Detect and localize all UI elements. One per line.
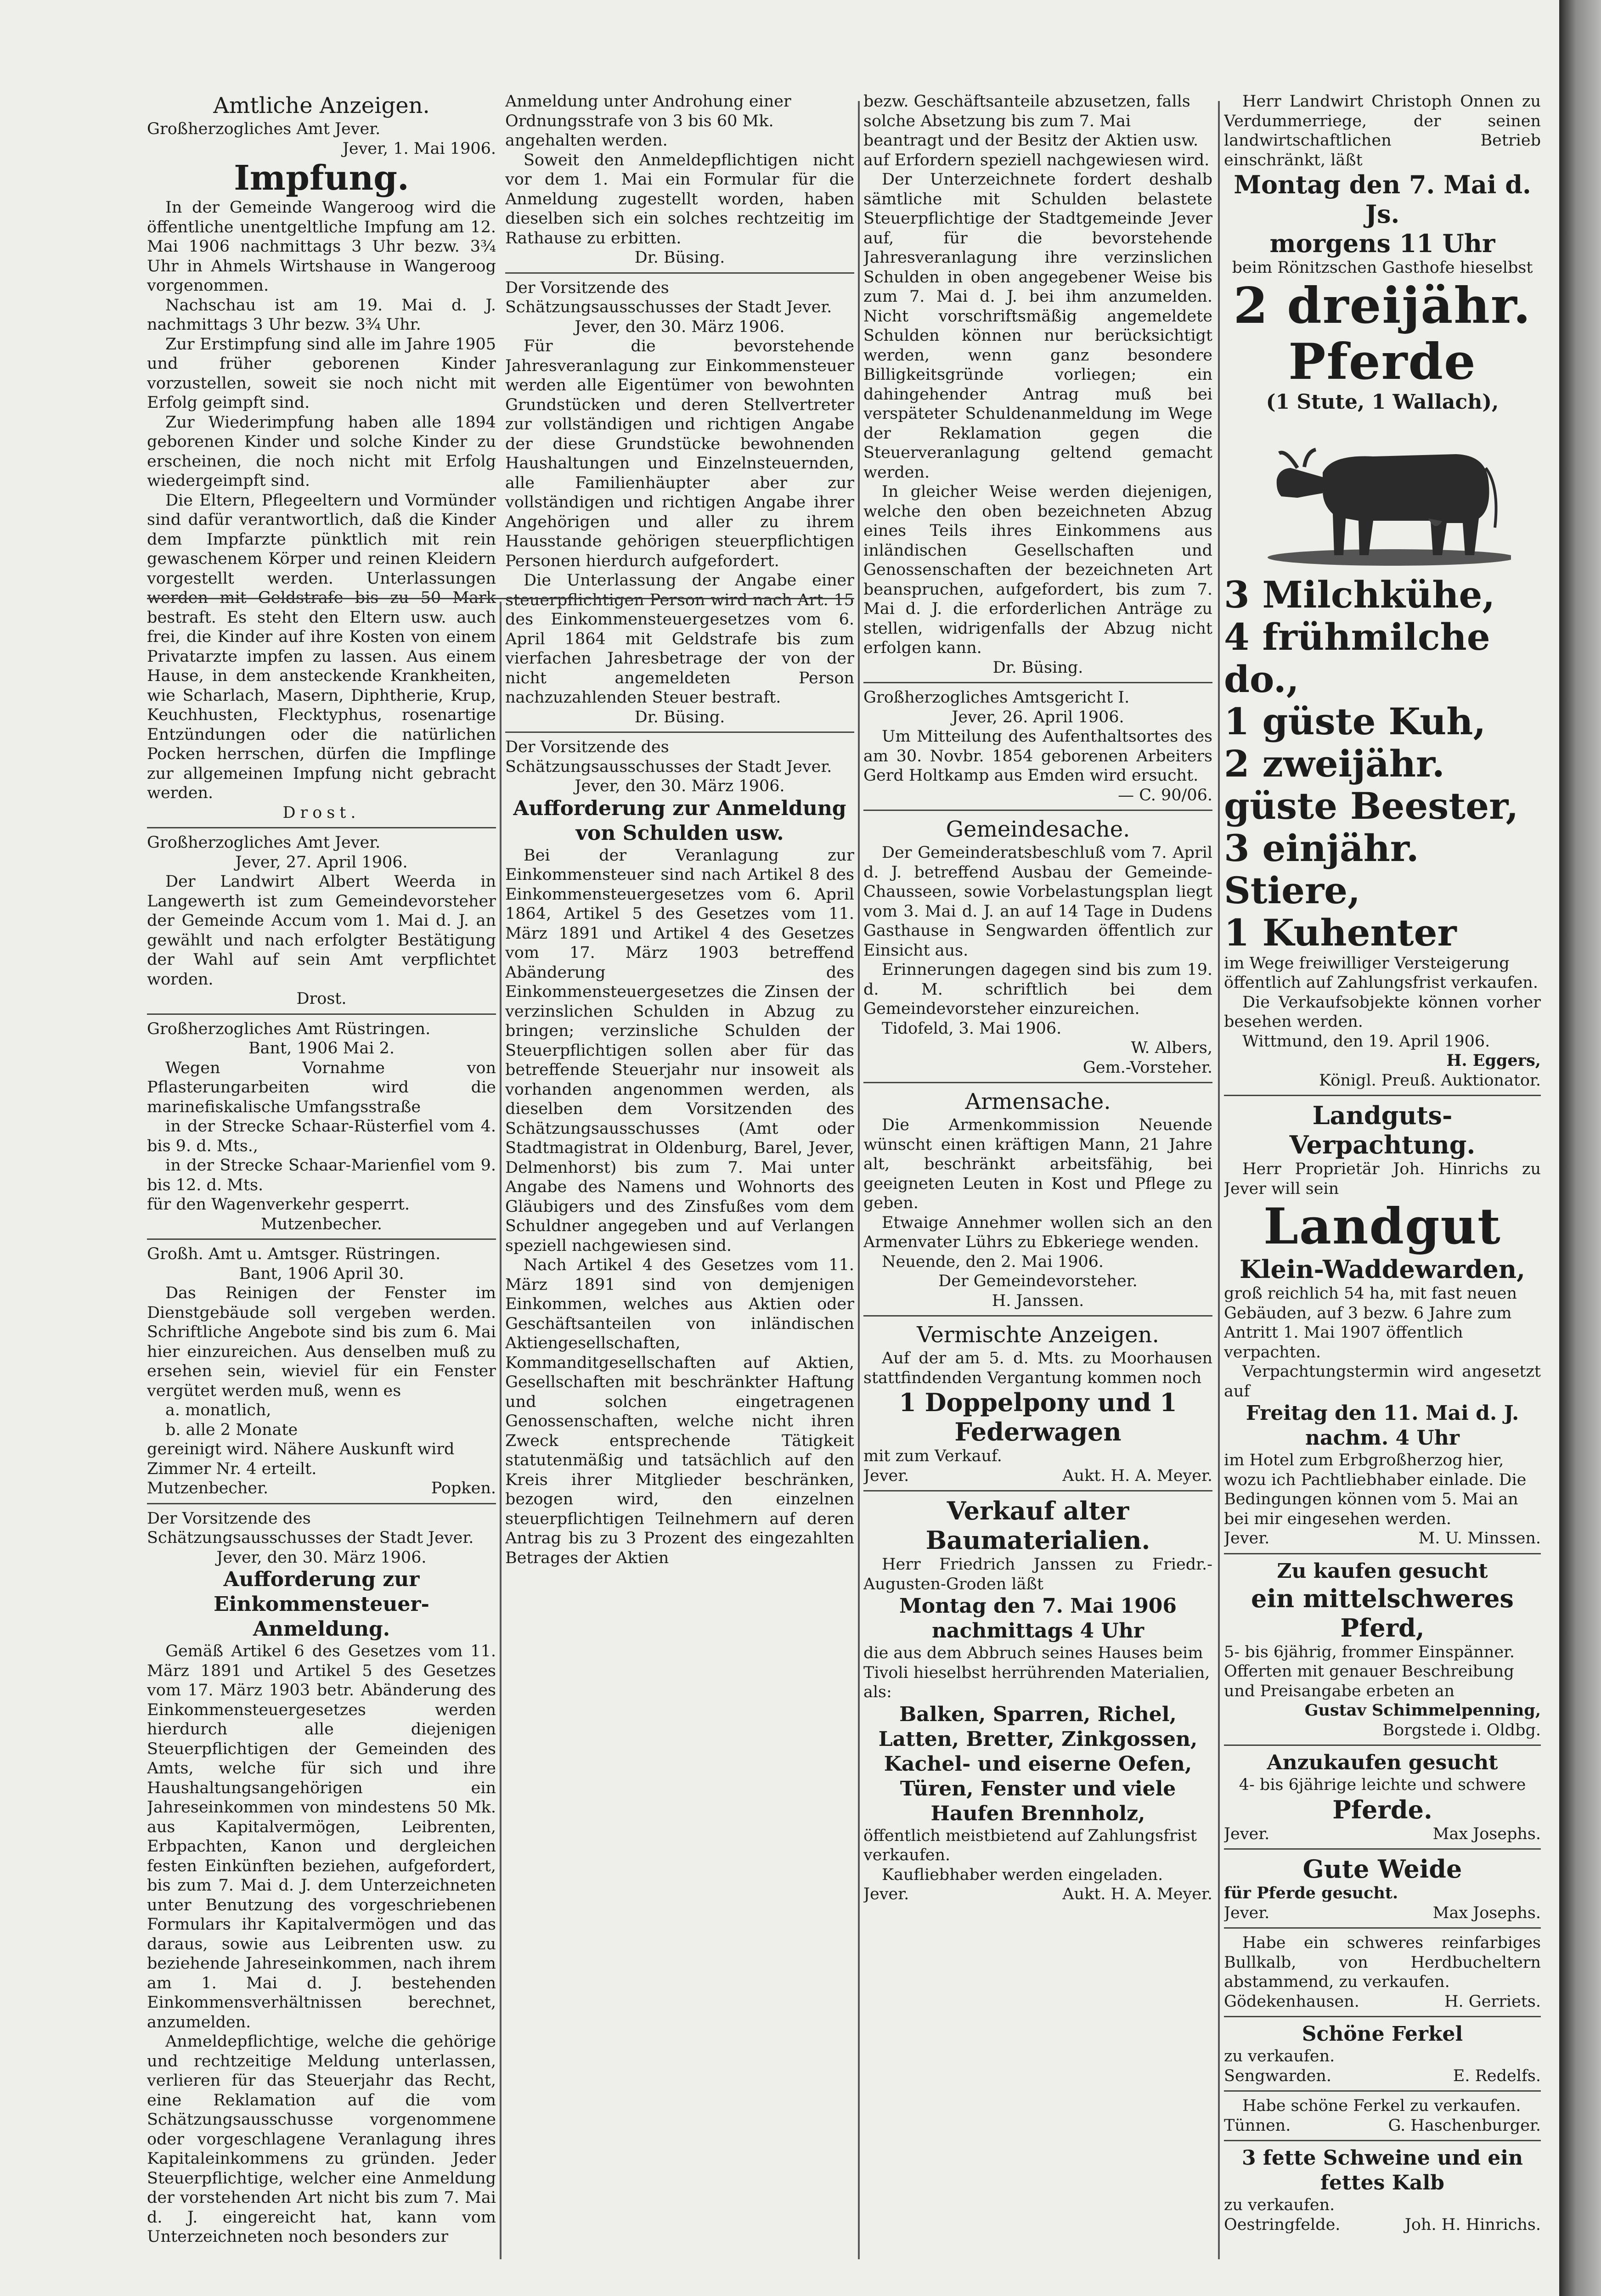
text-paragraph: in der Strecke Schaar-Rüsterfiel vom 4. bis 9. d. Mts., [147,1117,496,1155]
ad-headline: Impfung. [234,158,409,198]
section-divider [863,810,1212,811]
signature-line [1224,2066,1541,2086]
text-paragraph: Großherzogliches Amt Rüstringen. [147,1019,431,1038]
ad-headline: Klein-Waddewarden, [1240,1255,1525,1284]
text-paragraph: Borgstede i. Oldbg. [1382,1721,1541,1739]
signature-line [1224,1824,1541,1844]
column-rule-3 [1218,101,1220,2259]
ad-headline: 1 güste Kuh, [1224,699,1486,743]
text-paragraph: Herr Landwirt Christoph Onnen zu Verdummerriege, der seinen landwirtschaftlichen Betrieb einschränkt, läßt [1224,92,1541,169]
ad-headline: Landguts-Verpachtung. [1289,1101,1476,1159]
text-paragraph: zu verkaufen. [1224,2196,1335,2214]
signatory-name: Aukt. H. A. Meyer. [1062,1885,1212,1903]
text-paragraph: Der Vorsitzende des Schätzungsausschusses der Stadt Jever. [147,1509,474,1547]
text-paragraph: Jever, 26. April 1906. [952,708,1124,726]
section-divider [1224,2140,1541,2141]
text-paragraph: groß reichlich 54 ha, mit fast neuen Gebäuden, auf 3 bezw. 6 Jahre zum Antritt 1. Mai 1907 öffentlich verpachten. [1224,1284,1517,1362]
text-paragraph: Bant, 1906 Mai 2. [248,1039,395,1058]
ad-headline: morgens 11 Uhr [1269,229,1495,258]
text-paragraph: Tidofeld, 3. Mai 1906. [882,1019,1062,1038]
text-paragraph: Etwaige Annehmer wollen sich an den Armenvater Lührs zu Ebkeriege wenden. [863,1213,1212,1251]
section-heading: Amtliche Anzeigen. [213,93,430,118]
text-paragraph: Kaufliebhaber werden eingeladen. [882,1865,1163,1884]
text-paragraph: Um Mitteilung des Aufenthaltsortes des am 30. Novbr. 1854 geborenen Arbeiters Gerd Holtkamp aus Emden wird ersucht. [863,727,1212,785]
text-paragraph: Nach Artikel 4 des Gesetzes vom 11. März 1891 sind von demjenigen Einkommen, welches aus Aktien oder Geschäftsanteilen von inländischen Aktiengesellschaften, Kommanditgesellschaften auf Aktien, Gesellschaften mit beschränkter Haftung und solchen eingetragenen Genossenschaften, welche nicht ihren Zweck entsprechende Tätigkeit statutenmäßig und tatsächlich auf den Kreis ihrer Mitglieder beschränken, bezogen wird, den einzelnen steuerpflichtigen Teilnehmern auf deren Antrag bis zu 3 Prozent des eingezahlten Betrages der Aktien [505,1256,854,1567]
signature-line [1224,2116,1541,2136]
ad-headline: Pferde. [1332,1795,1432,1824]
text-paragraph: Jever, den 30. März 1906. [216,1548,427,1567]
signature-line [1224,1903,1541,1923]
ad-headline: 4 frühmilche do., [1224,615,1490,701]
column-4 [1224,92,1541,2268]
ad-headline: Verkauf alter Baumaterialien. [925,1496,1150,1555]
text-paragraph: Herr Proprietär Joh. Hinrichs zu Jever will sein [1224,1160,1541,1198]
text-paragraph: Die Armenkommission Neuende wünscht einen kräftigen Mann, 21 Jahre alt, beschränkt arbeitsfähig, bei geeigneten Leuten in Kost und Pflege zu geben. [863,1116,1212,1212]
ad-headline: 2 dreijähr. Pferde [1233,276,1532,391]
text-paragraph: Herr Friedrich Janssen zu Friedr.-Augusten-Groden läßt [863,1555,1212,1593]
section-divider [1224,2090,1541,2092]
section-divider [147,1503,496,1504]
ad-headline: 3 Milchkühe, [1224,573,1495,616]
text-paragraph: öffentlich meistbietend auf Zahlungsfrist verkaufen. [863,1826,1197,1864]
text-paragraph: Habe ein schweres reinfarbiges Bullkalb, von Herdbucheltern abstammend, zu verkaufen. [1224,1934,1541,1991]
text-paragraph: Der Gemeinderatsbeschluß vom 7. April d. J. betreffend Ausbau der Gemeinde-Chausseen, sowie Vorbelastungsplan liegt vom 3. Mai d. J. an auf 14 Tage in Dudens Gasthause in Sengwarden öffentlich zur Einsicht aus. [863,844,1212,960]
text-paragraph: a. monatlich, [165,1401,271,1419]
section-heading: Vermischte Anzeigen. [917,1322,1159,1348]
signatory-name: Popken. [431,1479,496,1497]
signatory-name: Aukt. H. A. Meyer. [1062,1466,1212,1485]
text-paragraph: die aus dem Abbruch seines Hauses beim Tivoli hieselbst herrührenden Materialien, als: [863,1644,1210,1701]
ad-headline: Aufforderung zur Anmeldung von Schulden usw. [513,796,846,845]
text-paragraph: — C. 90/06. [1118,786,1212,805]
text-paragraph: Der Vorsitzende des Schätzungsausschusses der Stadt Jever. [505,738,832,776]
section-divider [147,1238,496,1240]
section-divider [505,732,854,733]
place-name: Jever. [1224,1529,1270,1548]
ad-headline: Freitag den 11. Mai d. J. nachm. 4 Uhr [1246,1401,1519,1450]
section-divider [1224,1745,1541,1746]
text-paragraph: Gem.-Vorsteher. [1082,1058,1212,1077]
column-1 [147,92,496,2268]
ad-headline: Montag den 7. Mai d. Js. [1234,170,1531,229]
signatory-name: H. Gerriets. [1444,1992,1541,2011]
text-paragraph: In gleicher Weise werden diejenigen, welche den oben bezeichneten Abzug eines Teils ihres Einkommens aus inländischen Gesellschaften und Genossenschaften der bezeichneten Art beanspruchen, aufgefordert, bis zum 7. Mai d. J. die erforderlichen Anträge zu stellen, widrigenfalls der Abzug nicht erfolgen kann. [863,483,1212,657]
text-paragraph: Die Verkaufsobjekte können vorher besehen werden. [1224,993,1541,1031]
text-paragraph: Die Unterlassung der Angabe einer steuerpflichtigen Person wird nach Art. 15 des Einkommensteuergesetzes vom 6. April 1864 mit Geldstrafe bis zum vierfachen Jahresbetrage der von der nicht angemeldeten Person nachzuzahlenden Steuer bestraft. [505,571,854,707]
text-paragraph: Nachschau ist am 19. Mai d. J. nachmittags 3 Uhr bezw. 3¾ Uhr. [147,296,496,334]
section-divider [863,682,1212,683]
wide-rule [147,598,854,599]
ad-headline: Balken, Sparren, Richel, Latten, Bretter, Zinkgossen, Kachel- und eiserne Oefen, Türen, Fenster und viele Haufen Brennholz, [878,1702,1198,1825]
place-name: Mutzenbecher. [147,1479,269,1497]
text-paragraph: Das Reinigen der Fenster im Dienstgebäude soll vergeben werden. Schriftliche Angebote sind bis zum 6. Mai hier einzureichen. Aus denselben muß zu ersehen sein, wieviel für ein Fenster vergütet werden muß, wenn es [147,1284,496,1400]
text-paragraph: Anmeldung unter Androhung einer Ordnungsstrafe von 3 bis 60 Mk. angehalten werden. [505,92,791,150]
text-paragraph: Der Unterzeichnete fordert deshalb sämtliche mit Schulden belastete Steuerpflichtige der Stadtgemeinde Jever auf, für die bevorstehende Jahresveranlagung ihre verzinslichen Schulden in oben angegebener Weise bis zum 7. Mai d. J. bei ihm anzumelden. Nicht vorschriftsmäßig angemeldete Schulden können nur berücksichtigt werden, wenn ganz besondere Billigkeitsgründe vorliegen; ein dahingehender Antrag muß bei verspäteter Schuldenanmeldung im Wege der Reklamation gegen die Steuerveranlagung geltend gemacht werden. [863,170,1212,482]
section-heading: Armensache. [965,1089,1111,1114]
ad-headline: Montag den 7. Mai 1906 nachmittags 4 Uhr [899,1594,1177,1643]
signatory-name: Max Josephs. [1432,1824,1541,1843]
text-paragraph: für Pferde gesucht. [1224,1884,1398,1902]
text-paragraph: Die Eltern, Pflegeeltern und Vormünder sind dafür verantwortlich, daß die Kinder dem Impfarzte pünktlich mit rein gewaschenem Körper und reinen Kleidern vorgestellt werden. Unterlassungen werden mit Geldstrafe bis zu 50 Mark bestraft. Es steht den Eltern usw. auch frei, die Kinder auf ihre Kosten von einem Privatarzte impfen zu lassen. Aus einem Hause, in dem ansteckende Krankheiten, wie Scharlach, Masern, Diphtherie, Krup, Keuchhusten, Flecktyphus, rosenartige Entzündungen oder die natürlichen Pocken herrschen, dürfen die Impflinge zur allgemeinen Impfung nicht gebracht werden. [147,491,496,802]
place-name: Oestringfelde. [1224,2215,1341,2234]
text-paragraph: gereinigt wird. Nähere Auskunft wird Zimmer Nr. 4 erteilt. [147,1440,455,1478]
text-paragraph: Jever, 1. Mai 1906. [342,139,496,158]
section-divider [863,1315,1212,1317]
text-paragraph: Drost. [296,990,347,1008]
text-paragraph: Für die bevorstehende Jahresveranlagung zur Einkommensteuer werden alle Eigentümer von bewohnten Grundstücken und deren Stellvertreter zur vollständigen und richtigen Angabe der diese Grundstücke bewohnenden Haushaltungen und Einzelnsteuernden, alle Familienhäupter aber zur vollständigen und richtigen Angabe ihrer Angehörigen und aller zu ihrem Hausstande gehörigen steuerpflichtigen Personen hierdurch aufgefordert. [505,337,854,570]
text-paragraph: Wegen Vornahme von Pflasterungarbeiten wird die marinefiskalische Umfangsstraße [147,1058,496,1116]
signature-line [1224,1992,1541,2012]
text-paragraph: für den Wagenverkehr gesperrt. [147,1195,410,1214]
text-paragraph: bezw. Geschäftsanteile abzusetzen, falls solche Absetzung bis zum 7. Mai beantragt und der Besitz der Aktien usw. auf Erfordern speziell nachgewiesen wird. [863,92,1210,169]
signatory-name: Joh. H. Hinrichs. [1404,2215,1541,2234]
column-3 [863,92,1212,2268]
text-paragraph: W. Albers, [1131,1039,1212,1057]
ad-headline: Zu kaufen gesucht [1277,1559,1488,1583]
text-paragraph: Bei der Veranlagung zur Einkommensteuer sind nach Artikel 8 des Einkommensteuergesetzes vom 6. April 1864, Artikel 5 des Gesetzes vom 11. März 1891 und Artikel 4 des Gesetzes vom 17. März 1903 betreffend Abänderung des Einkommensteuergesetzes die Zinsen der verzinslichen Schulden in Abzug zu bringen; verzinsliche Schulden der Steuerpflichtigen sollen aber für das betreffende Steuerjahr nur insoweit als vorhanden angenommen werden, als dieselben dem Vorsitzenden des Schätzungsausschusses (Amt oder Stadtmagistrat in Oldenburg, Barel, Jever, Delmenhorst) bis zum 7. Mai unter Angabe des Namens und Wohnorts des Gläubigers und des Zinsfußes vom dem Schuldner angegeben und auf Verlangen speziell nachgewiesen sind. [505,846,854,1255]
text-paragraph: Großherzogliches Amt Jever. [147,833,381,852]
section-divider [1224,1095,1541,1096]
place-name: Jever. [1224,1903,1270,1922]
text-paragraph: Habe schöne Ferkel zu verkaufen. [1242,2097,1521,2115]
signature-line [147,1479,496,1498]
text-paragraph: Wittmund, den 19. April 1906. [1242,1032,1490,1051]
signatory-name: Max Josephs. [1432,1903,1541,1922]
ad-headline: 1 Kuhenter [1224,911,1457,954]
place-name: Jever. [1224,1824,1270,1843]
section-heading: Gemeindesache. [946,816,1130,842]
section-divider [1224,1927,1541,1929]
text-paragraph: Der Vorsitzende des Schätzungsausschusses der Stadt Jever. [505,278,832,316]
text-paragraph: Dr. Büsing. [634,708,725,726]
signatory-name: G. Haschenburger. [1388,2116,1541,2135]
place-name: Jever. [863,1885,909,1903]
text-paragraph: Jever, den 30. März 1906. [575,317,785,336]
text-paragraph: zu verkaufen. [1224,2047,1335,2065]
section-divider [1224,2016,1541,2017]
place-name: Sengwarden. [1224,2066,1331,2085]
ad-headline: Gute Weide [1302,1854,1462,1884]
section-divider [505,272,854,274]
text-paragraph: Großherzogliches Amt Jever. [147,120,381,138]
section-divider [147,1013,496,1015]
section-divider [1224,1848,1541,1850]
signatory-name: E. Redelfs. [1453,2066,1541,2085]
text-paragraph: Mutzenbecher. [260,1215,383,1233]
ad-headline: Anzukaufen gesucht [1267,1751,1498,1774]
text-paragraph: Jever, 27. April 1906. [235,853,408,872]
page-edge-shadow [1559,0,1601,2296]
text-paragraph: H. Eggers, [1446,1051,1541,1070]
text-paragraph: Anmeldepflichtige, welche die gehörige und rechtzeitige Meldung unterlassen, verlieren für das Steuerjahr das Recht, eine Reklamation auf die vom Schätzungsausschusse vorgenommene oder vorgeschlagene Veranlagung ihres Kapitaleinkommens zu gründen. Jeder Steuerpflichtige, welcher eine Anmeldung der vorstehenden Art nicht bis zum 7. Mai d. J. eingereicht hat, kann vom Unterzeichneten noch besonders zur [147,2032,496,2246]
ad-headline: Schöne Ferkel [1302,2022,1463,2046]
column-2 [505,92,854,2268]
section-divider [147,827,496,828]
place-name: Jever. [863,1466,909,1485]
ad-headline: Aufforderung zur Einkommensteuer-Anmeldung. [214,1568,429,1641]
text-paragraph: mit zum Verkauf. [863,1447,1002,1465]
place-name: Gödekenhausen. [1224,1992,1359,2011]
text-paragraph: Bant, 1906 April 30. [239,1264,404,1283]
place-name: Tünnen. [1224,2116,1291,2135]
signature-line [1224,1529,1541,1548]
text-paragraph: Gemäß Artikel 6 des Gesetzes vom 11. März 1891 und Artikel 5 des Gesetzes vom 17. März 1903 betr. Abänderung des Einkommensteuergesetzes werden hierdurch alle diejenigen Steuerpflichtigen der Gemeinden des Amts, welche für sich und ihre Haushaltungsangehörigen ein Jahreseinkommen von mindestens 50 Mk. aus Kapitalvermögen, Leibrenten, Erbpachten, Kanon und dergleichen festen Einkünften beziehen, aufgefordert, bis zum 7. Mai d. J. dem Unterzeichneten unter Benutzung des vorgeschriebenen Formulars ihr Kapitalvermögen und das daraus, sowie aus Leibrenten usw. zu beziehende Jahreseinkommen, nach ihrem am 1. Mai d. J. bestehenden Einkommensverhältnissen berechnet, anzumelden. [147,1642,496,2032]
text-paragraph: im Wege freiwilliger Versteigerung öffentlich auf Zahlungsfrist verkaufen. [1224,954,1538,992]
text-paragraph: Gustav Schimmelpenning, [1304,1701,1541,1720]
text-paragraph: Jever, den 30. März 1906. [575,777,785,795]
text-paragraph: Dr. Büsing. [992,658,1083,677]
ad-headline: 2 zweijähr. güste Beester, [1224,742,1519,827]
ad-headline: (1 Stute, 1 Wallach), [1266,390,1499,414]
text-paragraph: Der Landwirt Albert Weerda in Langewerth ist zum Gemeindevorsteher der Gemeinde Accum vom 1. Mai d. J. an gewählt und nach erfolgter Bestätigung der Wahl auf sein Amt verpflichtet worden. [147,872,496,989]
signature-line [863,1466,1212,1486]
signature-line [1224,2215,1541,2235]
section-divider [863,1490,1212,1491]
text-paragraph: Der Gemeindevorsteher. [938,1272,1138,1290]
ad-headline: 3 einjähr. Stiere, [1224,826,1419,912]
text-paragraph: Verpachtungstermin wird angesetzt auf [1224,1362,1541,1401]
ad-headline: Landgut [1263,1198,1501,1255]
text-paragraph: 5- bis 6jährig, frommer Einspänner. Offerten mit genauer Beschreibung und Preisangabe erbeten an [1224,1643,1515,1700]
text-paragraph: Neuende, den 2. Mai 1906. [882,1252,1104,1271]
ad-headline: 3 fette Schweine und ein fettes Kalb [1241,2146,1523,2195]
text-paragraph: Großherzogliches Amtsgericht I. [863,688,1130,707]
text-paragraph: 4- bis 6jährige leichte und schwere [1239,1776,1526,1794]
ad-headline: ein mittelschweres Pferd, [1251,1583,1514,1643]
column-rule-1 [500,602,502,2259]
text-paragraph: Zur Erstimpfung sind alle im Jahre 1905 und früher geborenen Kinder vorzustellen, soweit sie noch nicht mit Erfolg geimpft sind. [147,335,496,412]
ad-headline: 1 Doppelpony und 1 Federwagen [899,1388,1177,1446]
text-paragraph: in der Strecke Schaar-Marienfiel vom 9. bis 12. d. Mts. [147,1156,496,1194]
signature-line [863,1885,1212,1904]
column-rule-2 [858,101,860,2259]
text-paragraph: b. alle 2 Monate [165,1420,298,1439]
text-paragraph: Auf der am 5. d. Mts. zu Moorhausen stattfindenden Vergantung kommen noch [863,1349,1212,1387]
text-paragraph: In der Gemeinde Wangeroog wird die öffentliche unentgeltliche Impfung am 12. Mai 1906 nachmittags 3 Uhr bezw. 3¾ Uhr in Ahmels Wirtshause in Wangeroog vorgenommen. [147,198,496,295]
cow-illustration-icon [1254,417,1511,569]
section-divider [1224,1553,1541,1554]
text-paragraph: Erinnerungen dagegen sind bis zum 19. d. M. schriftlich bei dem Gemeindevorsteher einzureichen. [863,961,1212,1018]
text-paragraph: Königl. Preuß. Auktionator. [1319,1071,1541,1090]
section-divider [863,1082,1212,1083]
text-paragraph: Großh. Amt u. Amtsger. Rüstringen. [147,1245,441,1263]
text-paragraph: Zur Wiederimpfung haben alle 1894 geborenen Kinder und solche Kinder zu erscheinen, die noch nicht mit Erfolg wiedergeimpft sind. [147,413,496,490]
text-paragraph: Dr. Büsing. [634,248,725,267]
text-paragraph: im Hotel zum Erbgroßherzog hier, wozu ich Pachtliebhaber einlade. Die Bedingungen können vom 5. Mai an bei mir eingesehen werden. [1224,1451,1527,1528]
text-paragraph: H. Janssen. [992,1291,1084,1310]
text-paragraph: Drost. [282,803,361,822]
signatory-name: M. U. Minssen. [1418,1529,1541,1548]
text-paragraph: Soweit den Anmeldepflichtigen nicht vor dem 1. Mai ein Formular für die Anmeldung zugestellt worden, haben dieselben sich ein solches rechtzeitig im Rathause zu erbitten. [505,151,854,248]
text-paragraph: beim Rönitzschen Gasthofe hieselbst [1232,259,1533,277]
